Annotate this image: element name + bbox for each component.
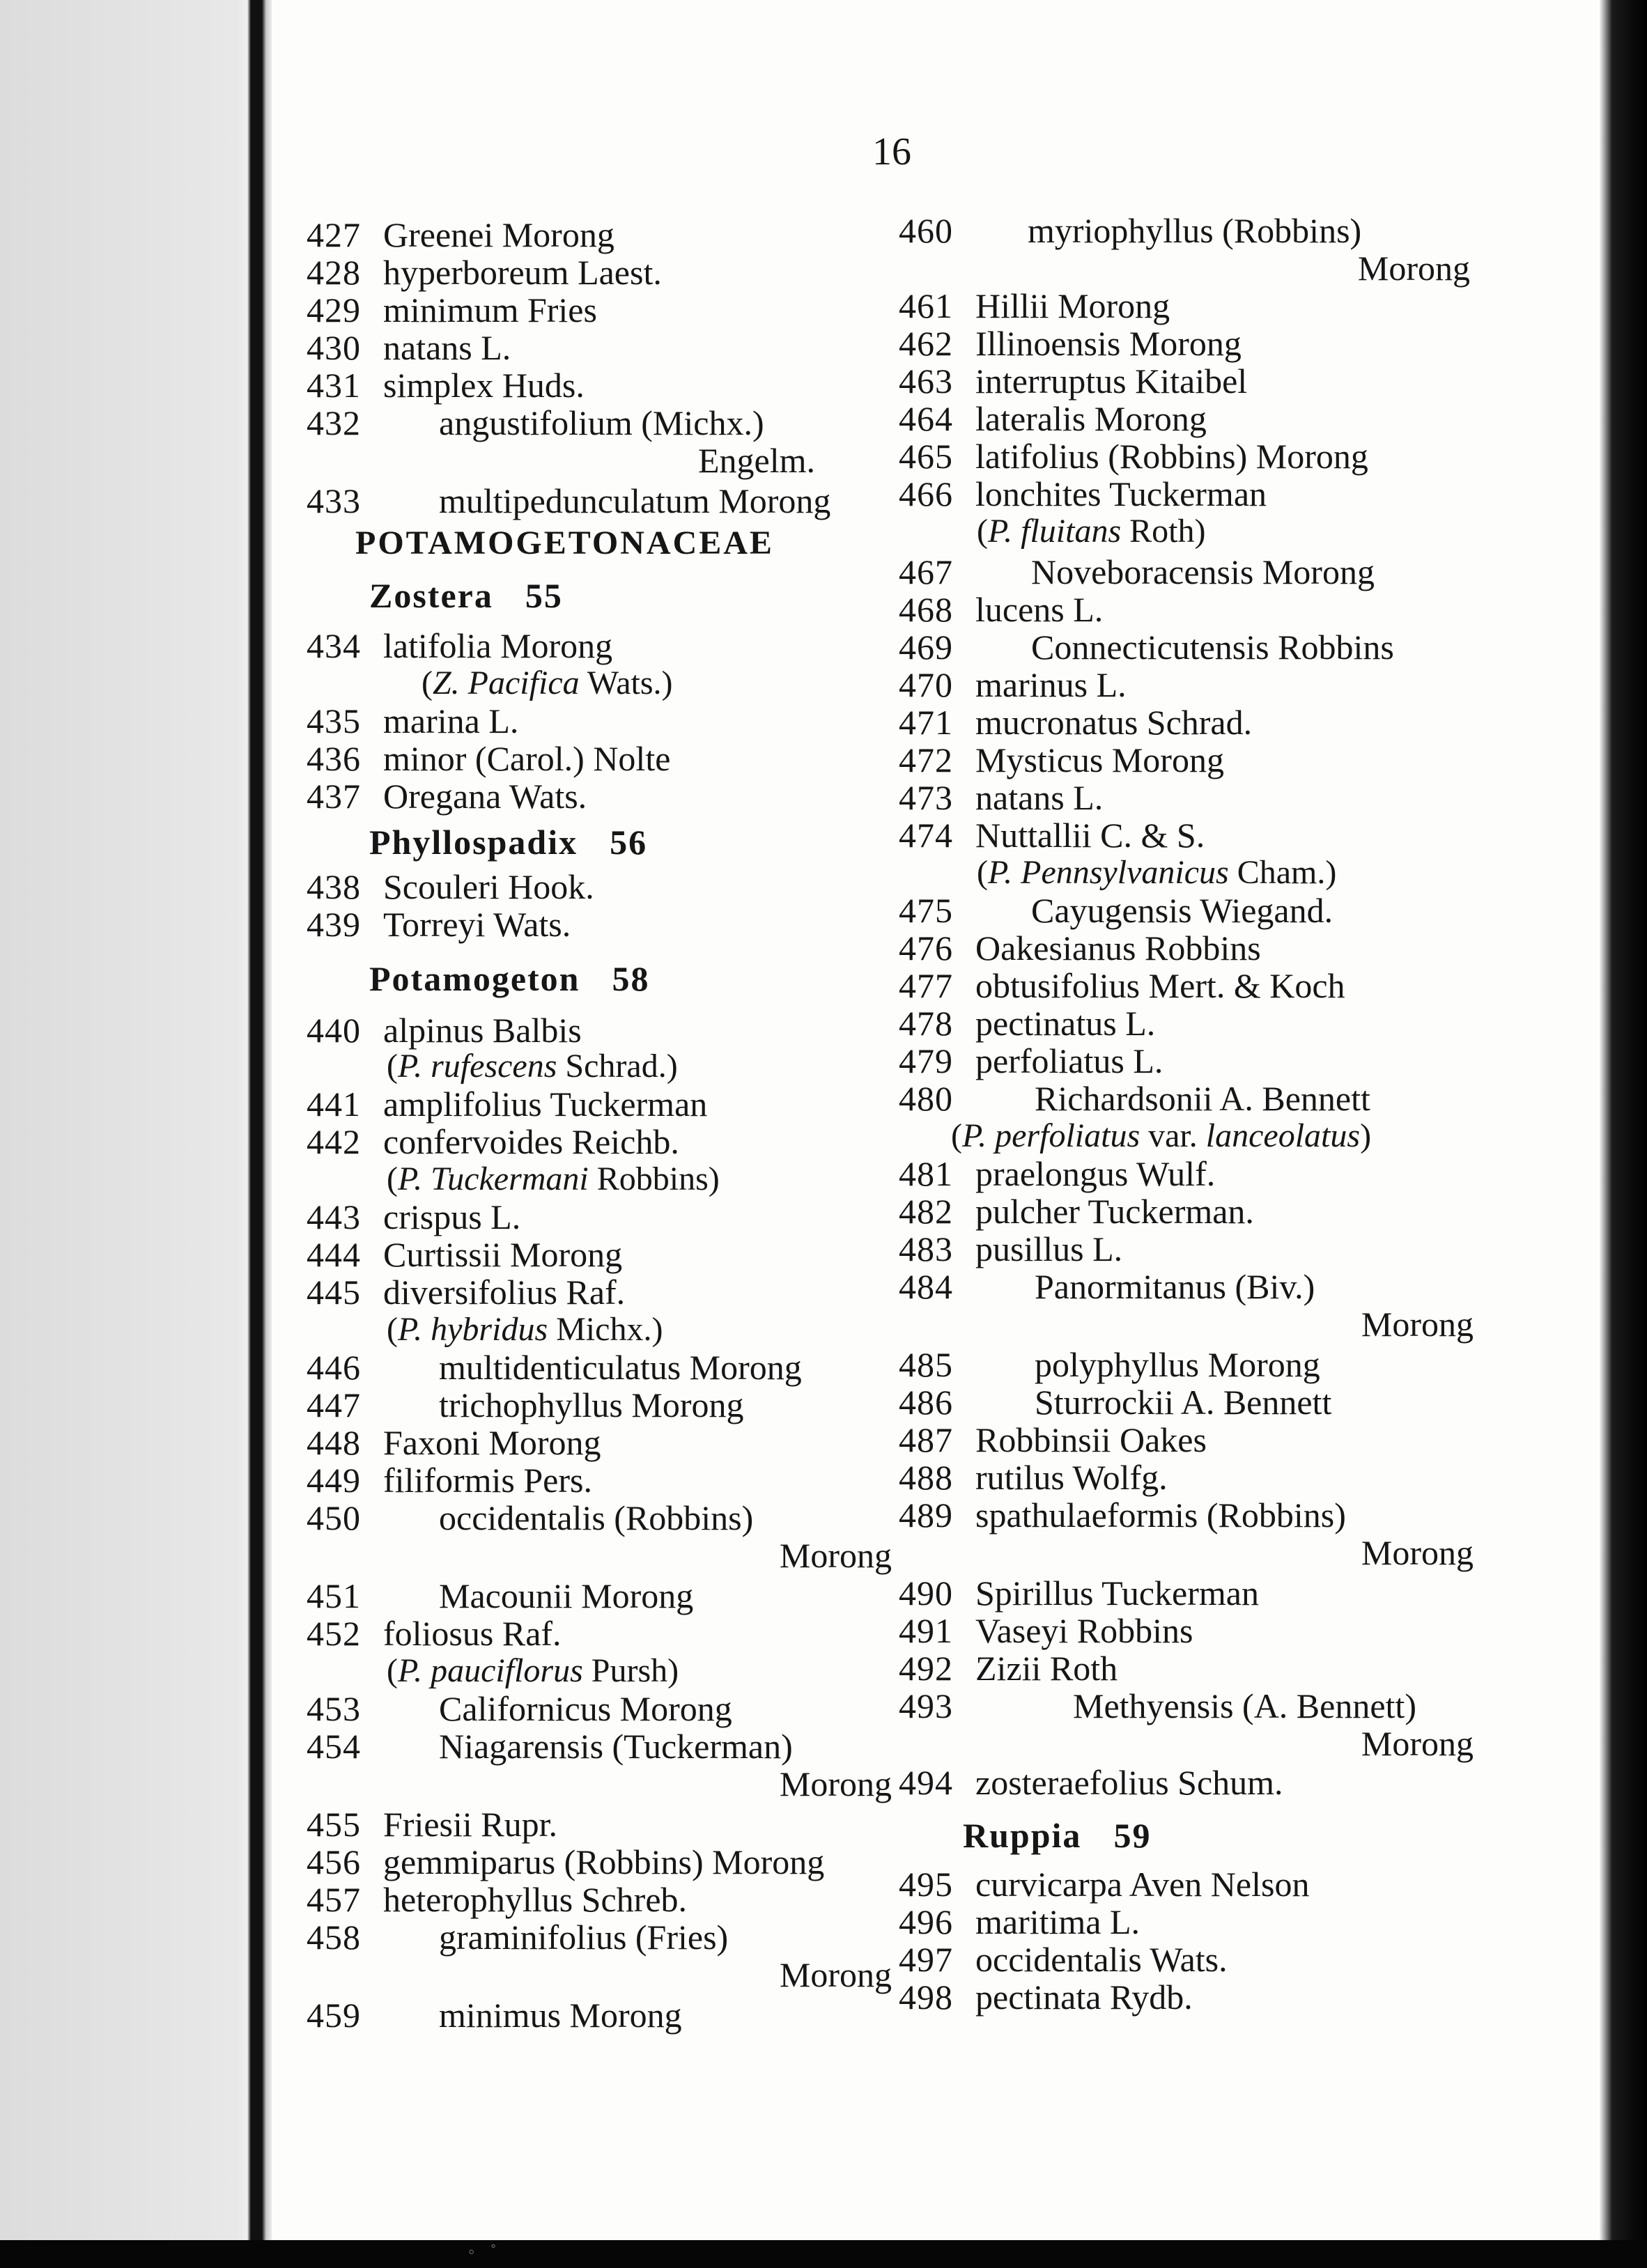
page-number: 16 (872, 130, 911, 173)
species-name: natans L. (383, 328, 511, 367)
species-name: latifolius (Robbins) Morong (975, 437, 1368, 476)
species-name: lucens L. (975, 590, 1104, 629)
species-name: amplifolius Tuckerman (383, 1085, 708, 1124)
entry-number: 482 (899, 1192, 953, 1231)
entry-number: 443 (307, 1197, 361, 1236)
author-continuation: Morong (779, 1955, 892, 1994)
entry-number: 471 (899, 703, 953, 742)
entry-number: 484 (899, 1267, 953, 1306)
genus-heading-phyllospadix (369, 822, 647, 862)
species-name: pulcher Tuckerman. (975, 1192, 1254, 1231)
species-name: diversifolius Raf. (383, 1273, 626, 1312)
entry-number: 428 (307, 253, 361, 292)
species-name: natans L. (975, 778, 1104, 817)
author-continuation: Morong (779, 1764, 892, 1803)
genus-number: 55 (525, 576, 563, 615)
species-name: zosteraefolius Schum. (975, 1763, 1283, 1802)
synonym: (P. hybridus Michx.) (387, 1311, 663, 1348)
species-name: multipedunculatum Morong (439, 481, 831, 520)
entry-number: 456 (307, 1842, 361, 1881)
species-name: obtusifolius Mert. & Koch (975, 966, 1345, 1005)
bottom-edge-shadow (0, 2240, 1647, 2268)
genus-heading-potamogeton (369, 958, 650, 999)
entry-number: 469 (899, 628, 953, 667)
species-name: mucronatus Schrad. (975, 703, 1253, 742)
entry-number: 437 (307, 777, 361, 816)
synonym: (P. fluitans Roth) (977, 513, 1206, 550)
species-name: crispus L. (383, 1197, 521, 1236)
species-name: Friesii Rupr. (383, 1805, 558, 1844)
species-name: marina L. (383, 701, 519, 740)
entry-number: 485 (899, 1345, 953, 1384)
entry-number: 438 (307, 867, 361, 906)
species-name: pectinata Rydb. (975, 1978, 1193, 2017)
entry-number: 478 (899, 1004, 953, 1043)
species-name: perfoliatus L. (975, 1041, 1163, 1080)
entry-number: 433 (307, 481, 361, 520)
entry-number: 481 (899, 1154, 953, 1193)
entry-number: 491 (899, 1611, 953, 1650)
entry-number: 490 (899, 1574, 953, 1613)
entry-number: 459 (307, 1996, 361, 2035)
species-name: multidenticulatus Morong (439, 1348, 802, 1387)
family-heading: POTAMOGETONACEAE (355, 525, 774, 561)
synonym: (P. Pennsylvanicus Cham.) (977, 854, 1337, 891)
entry-number: 462 (899, 324, 953, 363)
genus-heading-ruppia (963, 1815, 1151, 1856)
species-name: spathulaeformis (Robbins) (975, 1496, 1346, 1535)
species-name: interruptus Kitaibel (975, 362, 1248, 401)
species-name: Panormitanus (Biv.) (1035, 1267, 1315, 1306)
entry-number: 476 (899, 929, 953, 968)
entry-number: 475 (899, 891, 953, 930)
synonym: (P. perfoliatus var. lanceolatus) (951, 1117, 1372, 1154)
entry-number: 497 (899, 1940, 953, 1979)
species-name: marinus L. (975, 665, 1127, 704)
species-name: rutilus Wolfg. (975, 1458, 1168, 1497)
entry-number: 474 (899, 816, 953, 855)
entry-number: 449 (307, 1461, 361, 1500)
entry-number: 495 (899, 1865, 953, 1904)
entry-number: 467 (899, 552, 953, 591)
entry-number: 450 (307, 1498, 361, 1537)
entry-number: 432 (307, 403, 361, 442)
species-name: occidentalis Wats. (975, 1940, 1228, 1979)
species-name: Oregana Wats. (383, 777, 587, 816)
entry-number: 454 (307, 1727, 361, 1766)
species-name: graminifolius (Fries) (439, 1918, 729, 1957)
species-name: trichophyllus Morong (439, 1385, 744, 1424)
species-name: Hillii Morong (975, 286, 1170, 325)
entry-number: 463 (899, 362, 953, 401)
author-continuation: Morong (1361, 1724, 1474, 1763)
species-name: maritima L. (975, 1902, 1140, 1941)
species-name: minimus Morong (439, 1996, 682, 2035)
entry-number: 434 (307, 626, 361, 665)
entry-number: 448 (307, 1423, 361, 1462)
author-continuation: Morong (779, 1536, 892, 1575)
synonym: (P. Tuckermani Robbins) (387, 1160, 720, 1197)
entry-number: 489 (899, 1496, 953, 1535)
entry-number: 441 (307, 1085, 361, 1124)
entry-number: 451 (307, 1576, 361, 1615)
species-name: Macounii Morong (439, 1576, 694, 1615)
species-name: foliosus Raf. (383, 1614, 562, 1653)
genus-name: Zostera (369, 576, 493, 615)
entry-number: 429 (307, 290, 361, 329)
species-name: Sturrockii A. Bennett (1035, 1383, 1332, 1422)
species-name: lateralis Morong (975, 399, 1207, 438)
species-name: curvicarpa Aven Nelson (975, 1865, 1310, 1904)
species-name: Methyensis (A. Bennett) (1073, 1686, 1416, 1725)
synonym: (P. pauciflorus Pursh) (387, 1652, 679, 1689)
entry-number: 472 (899, 740, 953, 779)
species-name: Scouleri Hook. (383, 867, 594, 906)
species-name: Faxoni Morong (383, 1423, 601, 1462)
author-continuation: Morong (1361, 1305, 1474, 1344)
entry-number: 496 (899, 1902, 953, 1941)
author-continuation: Morong (1357, 249, 1470, 288)
entry-number: 453 (307, 1689, 361, 1728)
entry-number: 465 (899, 437, 953, 476)
entry-number: 494 (899, 1763, 953, 1802)
species-name: Connecticutensis Robbins (1031, 628, 1394, 667)
entry-number: 486 (899, 1383, 953, 1422)
entry-number: 447 (307, 1385, 361, 1424)
species-name: myriophyllus (Robbins) (1028, 211, 1362, 250)
species-name: Noveboracensis Morong (1031, 552, 1375, 591)
entry-number: 483 (899, 1229, 953, 1268)
species-name: Nuttallii C. & S. (975, 816, 1205, 855)
entry-number: 436 (307, 739, 361, 778)
entry-number: 435 (307, 701, 361, 740)
species-name: Spirillus Tuckerman (975, 1574, 1259, 1613)
entry-number: 455 (307, 1805, 361, 1844)
entry-number: 498 (899, 1978, 953, 2017)
synonym: (Z. Pacifica Wats.) (422, 665, 673, 701)
genus-number: 59 (1113, 1816, 1152, 1855)
species-name: pectinatus L. (975, 1004, 1156, 1043)
entry-number: 446 (307, 1348, 361, 1387)
genus-name: Potamogeton (369, 959, 580, 998)
species-name: Greenei Morong (383, 215, 614, 254)
page-edge-shadow (1600, 0, 1647, 2268)
entry-number: 487 (899, 1420, 953, 1459)
species-name: minimum Fries (383, 290, 597, 329)
entry-number: 473 (899, 778, 953, 817)
entry-number: 464 (899, 399, 953, 438)
entry-number: 430 (307, 328, 361, 367)
species-name: Vaseyi Robbins (975, 1611, 1193, 1650)
entry-number: 470 (899, 665, 953, 704)
entry-number: 493 (899, 1686, 953, 1725)
genus-name: Phyllospadix (369, 823, 578, 862)
entry-number: 492 (899, 1649, 953, 1688)
entry-number: 440 (307, 1011, 361, 1050)
species-name: Californicus Morong (439, 1689, 732, 1728)
entry-number: 460 (899, 211, 953, 250)
species-name: Illinoensis Morong (975, 324, 1242, 363)
entry-number: 427 (307, 215, 361, 254)
species-name: angustifolium (Michx.) (439, 403, 764, 442)
species-name: minor (Carol.) Nolte (383, 739, 671, 778)
book-spine-shadow (0, 0, 272, 2268)
species-name: Robbinsii Oakes (975, 1420, 1207, 1459)
entry-number: 431 (307, 366, 361, 405)
species-name: lonchites Tuckerman (975, 474, 1267, 513)
species-name: Mysticus Morong (975, 740, 1224, 779)
genus-heading-zostera (369, 575, 563, 616)
species-name: gemmiparus (Robbins) Morong (383, 1842, 825, 1881)
species-name: hyperboreum Laest. (383, 253, 662, 292)
species-name: praelongus Wulf. (975, 1154, 1216, 1193)
species-name: filiformis Pers. (383, 1461, 592, 1500)
species-name: Cayugensis Wiegand. (1031, 891, 1333, 930)
synonym: (P. rufescens Schrad.) (387, 1048, 678, 1085)
entry-number: 458 (307, 1918, 361, 1957)
scan-specks: ◦ ˚ (468, 2242, 502, 2262)
species-name: confervoides Reichb. (383, 1122, 679, 1161)
genus-number: 58 (612, 959, 650, 998)
entry-number: 468 (899, 590, 953, 629)
author-continuation: Engelm. (697, 441, 815, 480)
species-name: Curtissii Morong (383, 1235, 623, 1274)
entry-number: 480 (899, 1079, 953, 1118)
species-name: heterophyllus Schreb. (383, 1880, 688, 1919)
entry-number: 439 (307, 905, 361, 944)
entry-number: 477 (899, 966, 953, 1005)
species-name: alpinus Balbis (383, 1011, 582, 1050)
species-name: Torreyi Wats. (383, 905, 571, 944)
entry-number: 488 (899, 1458, 953, 1497)
species-name: polyphyllus Morong (1035, 1345, 1320, 1384)
entry-number: 445 (307, 1273, 361, 1312)
entry-number: 457 (307, 1880, 361, 1919)
entry-number: 461 (899, 286, 953, 325)
genus-number: 56 (610, 823, 648, 862)
species-name: latifolia Morong (383, 626, 613, 665)
species-name: occidentalis (Robbins) (439, 1498, 754, 1537)
entry-number: 452 (307, 1614, 361, 1653)
species-name: Niagarensis (Tuckerman) (439, 1727, 793, 1766)
entry-number: 442 (307, 1122, 361, 1161)
genus-name: Ruppia (963, 1816, 1082, 1855)
species-name: Richardsonii A. Bennett (1035, 1079, 1370, 1118)
author-continuation: Morong (1361, 1533, 1474, 1572)
species-name: simplex Huds. (383, 366, 585, 405)
entry-number: 466 (899, 474, 953, 513)
species-name: Oakesianus Robbins (975, 929, 1261, 968)
entry-number: 479 (899, 1041, 953, 1080)
species-name: Zizii Roth (975, 1649, 1118, 1688)
entry-number: 444 (307, 1235, 361, 1274)
species-name: pusillus L. (975, 1229, 1123, 1268)
